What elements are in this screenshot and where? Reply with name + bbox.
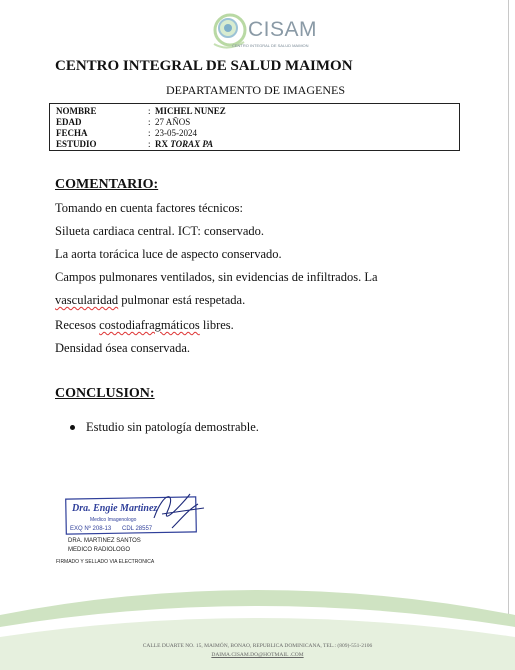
signature-stamp: [64, 488, 214, 538]
cisam-logo: [204, 8, 324, 54]
date-value: 23-05-2024: [155, 128, 197, 138]
bullet-icon: [70, 425, 75, 430]
spellcheck-word-vascularidad: vascularidad: [55, 293, 119, 307]
conclusion-item: Estudio sin patología demostrable.: [86, 420, 259, 434]
comment-line-5: [55, 293, 245, 308]
age-value: 27 AÑOS: [155, 117, 191, 127]
comment-line-5-rest: pulmonar está respetada.: [118, 293, 246, 307]
comment-line-1: Tomando en cuenta factores técnicos:: [55, 201, 243, 215]
study-value: [155, 139, 213, 150]
logo-subtitle: CENTRO INTEGRAL DE SALUD MAIMON: [232, 43, 309, 48]
comment-line-2: Silueta cardiaca central. ICT: conservado.: [55, 224, 265, 238]
study-value-suffix: TORAX PA: [170, 139, 214, 149]
date-label: FECHA: [56, 128, 88, 138]
age-separator: :: [148, 117, 151, 127]
study-value-prefix: RX: [155, 139, 168, 149]
name-value: MICHEL NUNEZ: [155, 106, 226, 116]
name-separator: :: [148, 106, 151, 116]
stamp-cmd: CDL 28557: [122, 526, 153, 532]
stamp-name: Dra. Engie Martinez: [72, 503, 158, 514]
comment-heading: COMENTARIO:: [55, 177, 159, 192]
logo-wordmark: CISAM: [248, 18, 318, 41]
footer-address: CALLE DUARTE NO. 15, MAIMÓN, BONAO, REPUBLICA DOMINICANA, TEL.: (809)-551-2106: [142, 643, 373, 649]
patient-info-table: [49, 103, 460, 151]
signer-block: [68, 537, 141, 555]
comment-line-7: Densidad ósea conservada.: [55, 341, 191, 355]
stamp-exequatur: EXQ Nº 208-13: [70, 526, 112, 532]
department-title: DEPARTAMENTO DE IMAGENES: [166, 83, 345, 97]
comment-line-4: Campos pulmonares ventilados, sin evidencias de infiltrados. La: [55, 270, 378, 284]
signer-title: MEDICO RADIOLOGO: [68, 547, 131, 553]
date-separator: :: [148, 128, 151, 138]
spellcheck-word-costodiafragmaticos: costodiafragmáticos: [99, 318, 200, 332]
electronic-signature-note: FIRMADO Y SELLADO VIA ELECTRONICA: [56, 559, 155, 565]
age-label: EDAD: [56, 117, 82, 127]
comment-line-3: La aorta torácica luce de aspecto conservado.: [55, 247, 282, 261]
comment-line-6: [55, 318, 234, 333]
signer-name: DRA. MARTINEZ SANTOS: [68, 538, 141, 544]
footer-email[interactable]: DAIMA.CISAM.DO@HOTMAIL .COM: [211, 652, 304, 658]
study-label: ESTUDIO: [56, 139, 97, 149]
comment-line-6-start: Recesos: [55, 318, 100, 332]
page-edge: [508, 0, 509, 670]
conclusion-heading: CONCLUSION:: [55, 386, 155, 401]
comment-line-6-end: libres.: [199, 318, 234, 332]
name-label: NOMBRE: [56, 106, 97, 116]
stamp-title: Medico Imagenologo: [90, 517, 137, 523]
center-name: CENTRO INTEGRAL DE SALUD MAIMON: [55, 58, 353, 74]
study-separator: :: [148, 139, 151, 149]
